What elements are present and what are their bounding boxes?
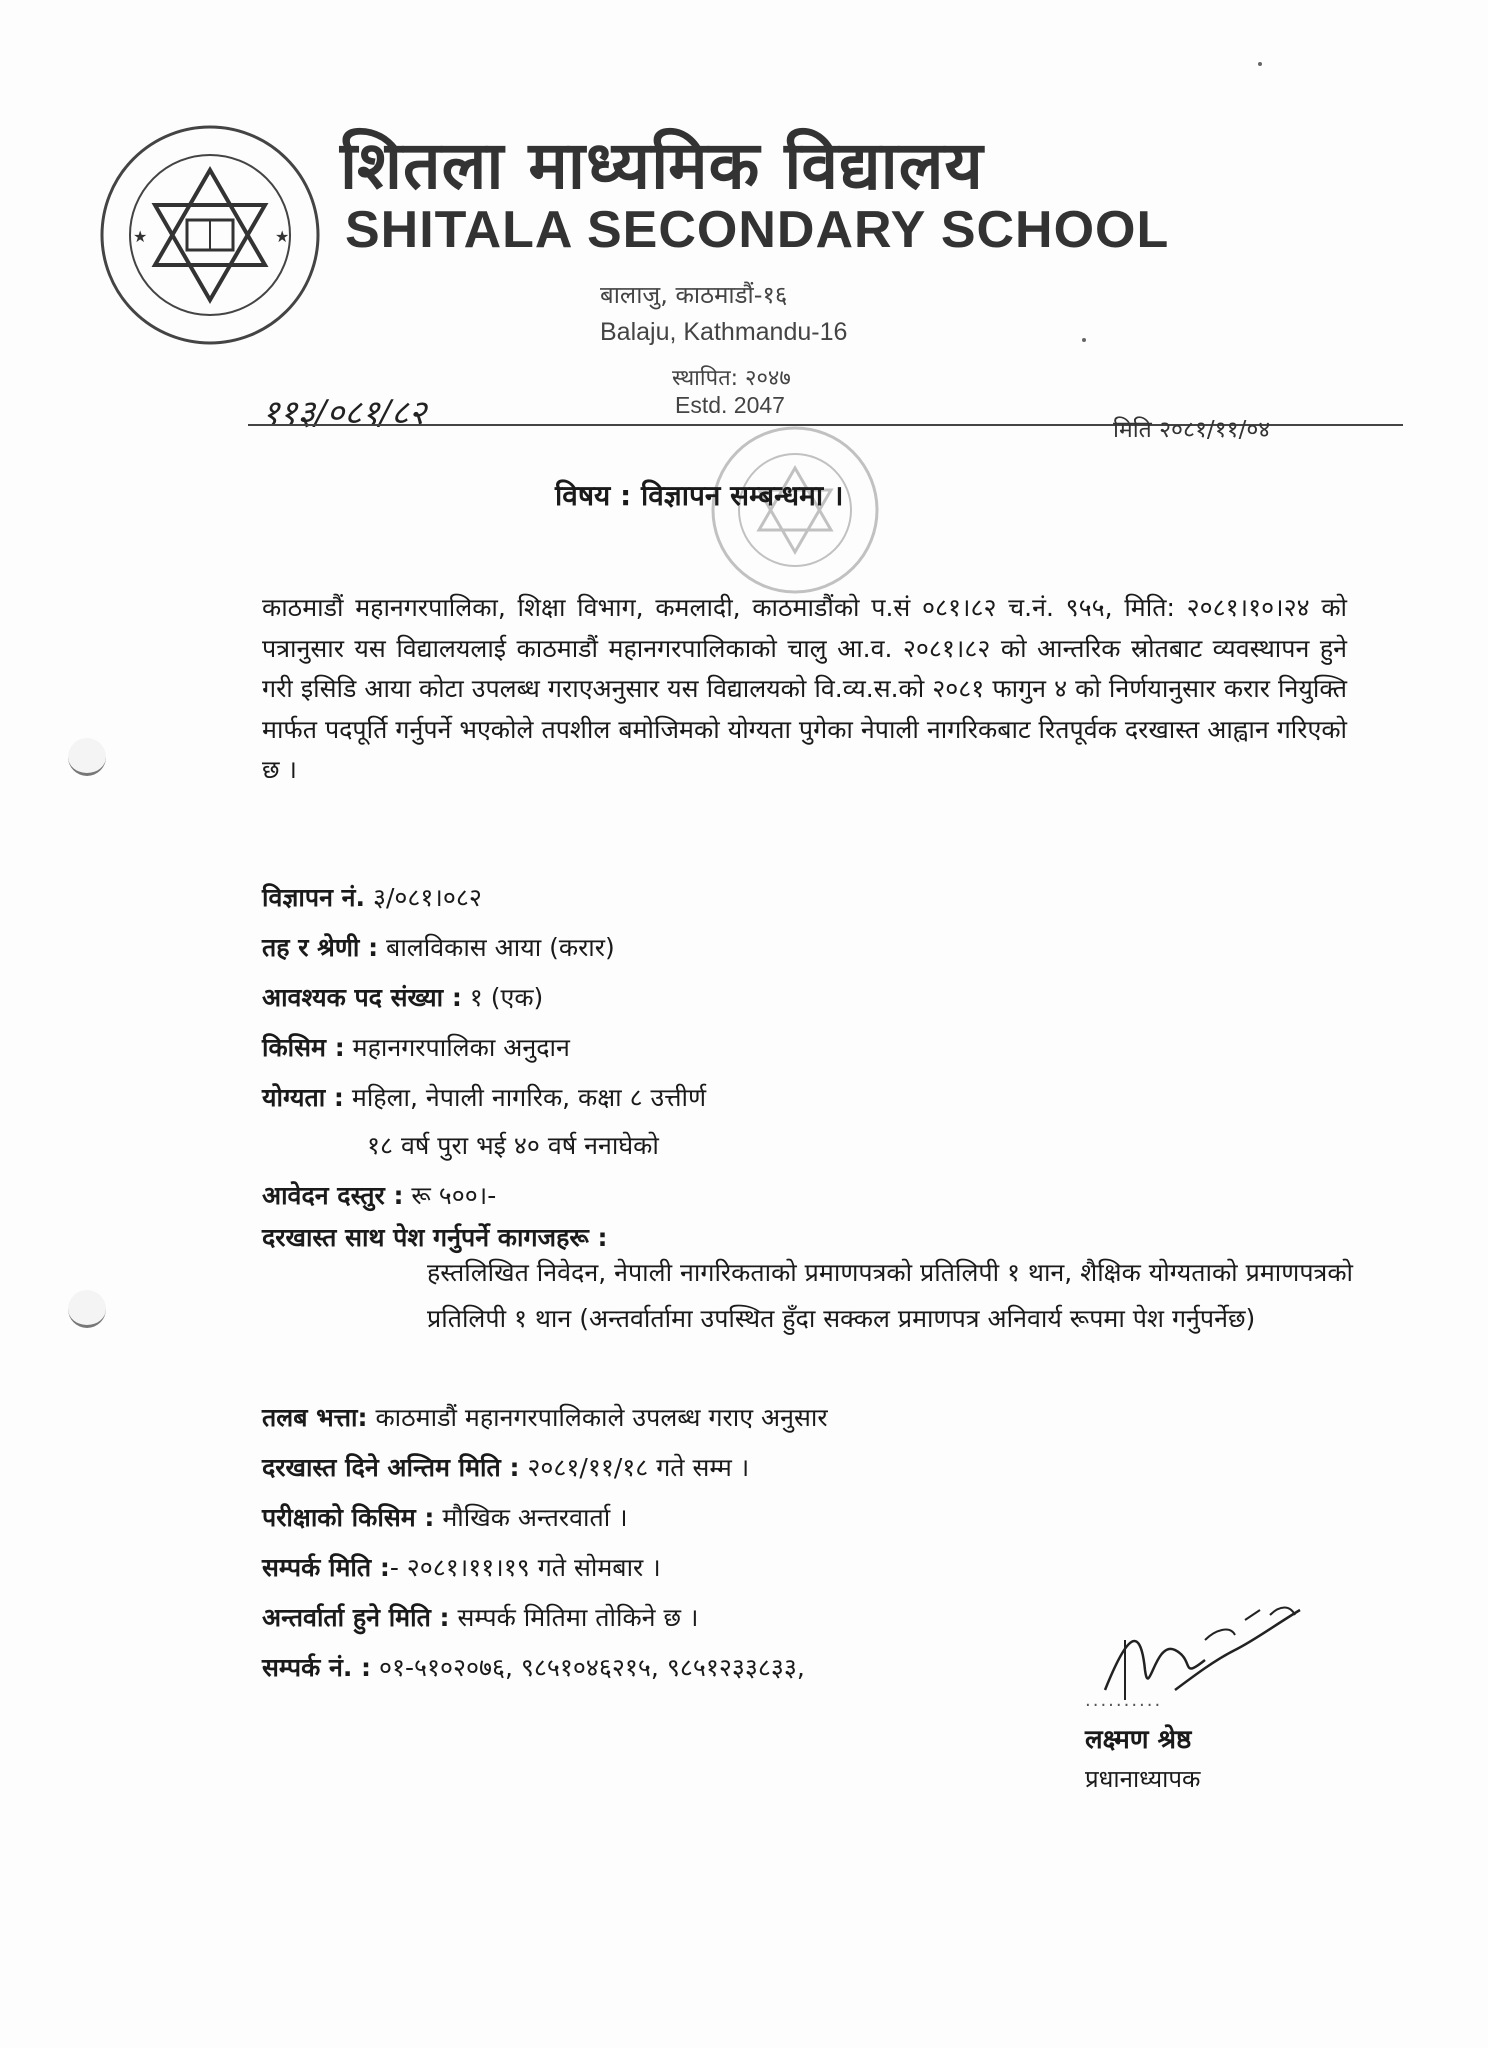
- qualification-row: [262, 1080, 706, 1114]
- deadline-row: [262, 1450, 749, 1484]
- salary-label: तलब भत्ता:: [262, 1403, 368, 1432]
- signatory-name: लक्ष्मण श्रेष्ठ: [1085, 1725, 1192, 1755]
- qualification-label: योग्यता :: [262, 1083, 344, 1112]
- exam-label: परीक्षाको किसिम :: [262, 1503, 435, 1532]
- punch-hole-bottom: [68, 1290, 106, 1328]
- ad-number-label: विज्ञापन नं.: [262, 883, 366, 912]
- school-name-nepali: शितला माध्यमिक विद्यालय: [340, 127, 984, 204]
- svg-text:★: ★: [275, 227, 290, 246]
- contact-number-label: सम्पर्क नं. :: [262, 1653, 372, 1682]
- reference-number: ११३/०८१/८२: [262, 393, 427, 433]
- type-label: किसिम :: [262, 1033, 345, 1062]
- letter-subject: विषय : विज्ञापन सम्बन्धमा ।: [555, 479, 844, 512]
- school-name-english: SHITALA SECONDARY SCHOOL: [345, 201, 1170, 259]
- address-english: Balaju, Kathmandu-16: [600, 318, 848, 346]
- signature-line: ..........: [1085, 1690, 1163, 1711]
- letter-date: मिति २०८१/११/०४: [1113, 417, 1271, 443]
- contact-date-value: - २०८१।११।१९ गते सोमबार ।: [389, 1553, 661, 1582]
- posts-value: १ (एक): [461, 983, 544, 1012]
- qualification-value: महिला, नेपाली नागरिक, कक्षा ८ उत्तीर्ण: [343, 1083, 707, 1112]
- documents-text: हस्तलिखित निवेदन, नेपाली नागरिकताको प्रमाणपत्रको प्रतिलिपी १ थान, शैक्षिक योग्यताको प्रमाणपत्रको प्रतिलिपी १ थान (अन्तर्वार्तामा उपस्थित हुँदा सक्कल प्रमाणपत्र अनिवार्य रूपमा पेश गर्नुपर्नेछ): [427, 1258, 1353, 1333]
- interview-date-row: [262, 1600, 698, 1634]
- posts-label: आवश्यक पद संख्या :: [262, 983, 462, 1012]
- deadline-label: दरखास्त दिने अन्तिम मिति :: [262, 1453, 520, 1482]
- contact-date-row: [262, 1550, 661, 1584]
- fee-value: रू ५००।-: [403, 1181, 497, 1210]
- established-nepali: स्थापित: २०४७: [672, 366, 791, 391]
- deadline-value: २०८१/११/१८ गते सम्म ।: [519, 1453, 750, 1482]
- signatory-title: प्रधानाध्यापक: [1085, 1765, 1201, 1793]
- ad-number-row: [262, 880, 482, 914]
- exam-value: मौखिक अन्तरवार्ता ।: [434, 1503, 628, 1532]
- address-nepali: बालाजु, काठमाडौं-१६: [600, 281, 788, 309]
- interview-date-value: सम्पर्क मितिमा तोकिने छ ।: [449, 1603, 699, 1632]
- posts-row: [262, 980, 543, 1014]
- level-value: बालविकास आया (करार): [378, 933, 615, 962]
- scan-speck: [1258, 62, 1262, 66]
- documents-label: दरखास्त साथ पेश गर्नुपर्ने कागजहरू :: [262, 1223, 608, 1252]
- qualification-age: १८ वर्ष पुरा भई ४० वर्ष ननाघेको: [367, 1131, 659, 1160]
- salary-row: [262, 1400, 828, 1434]
- contact-number-value: ०१-५१०२०७६, ९८५१०४६२१५, ९८५१२३३८३३,: [371, 1653, 805, 1682]
- fee-row: [262, 1178, 496, 1212]
- exam-row: [262, 1500, 628, 1534]
- contact-number-row: [262, 1650, 805, 1684]
- contact-date-label: सम्पर्क मिति :: [262, 1553, 390, 1582]
- punch-hole-top: [68, 738, 106, 776]
- established-english: Estd. 2047: [675, 392, 785, 418]
- svg-text:★: ★: [133, 227, 148, 246]
- letter-body: काठमाडौं महानगरपालिका, शिक्षा विभाग, कमलादी, काठमाडौंको प.सं ०८१।८२ च.नं. ९५५, मिति: २०८१।१०।२४ को पत्रानुसार यस विद्यालयलाई काठमाडौं महानगरपालिकाको चालु आ.व. २०८१।८२ को आन्तरिक स्रोतबाट व्यवस्थापन हुने गरी इसिडि आया कोटा उपलब्ध गराएअनुसार यस विद्यालयको वि.व्य.स.को २०८१ फागुन ४ को निर्णयानुसार करार नियुक्ति मार्फत पदपूर्ति गर्नुपर्ने भएकोले तपशील बमोजिमको योग्यता पुगेका नेपाली नागरिकबाट रितपूर्वक दरखास्त आह्वान गरिएको छ ।: [262, 593, 1347, 784]
- level-row: [262, 930, 615, 964]
- ad-number-value: ३/०८१।०८२: [365, 883, 482, 912]
- fee-label: आवेदन दस्तुर :: [262, 1181, 404, 1210]
- school-seal-logo: [95, 120, 325, 350]
- level-label: तह र श्रेणी :: [262, 933, 379, 962]
- scan-speck: [1082, 338, 1086, 342]
- type-value: महानगरपालिका अनुदान: [344, 1033, 570, 1062]
- type-row: [262, 1030, 570, 1064]
- interview-date-label: अन्तर्वार्ता हुने मिति :: [262, 1603, 450, 1632]
- salary-value: काठमाडौं महानगरपालिकाले उपलब्ध गराए अनुसार: [367, 1403, 828, 1432]
